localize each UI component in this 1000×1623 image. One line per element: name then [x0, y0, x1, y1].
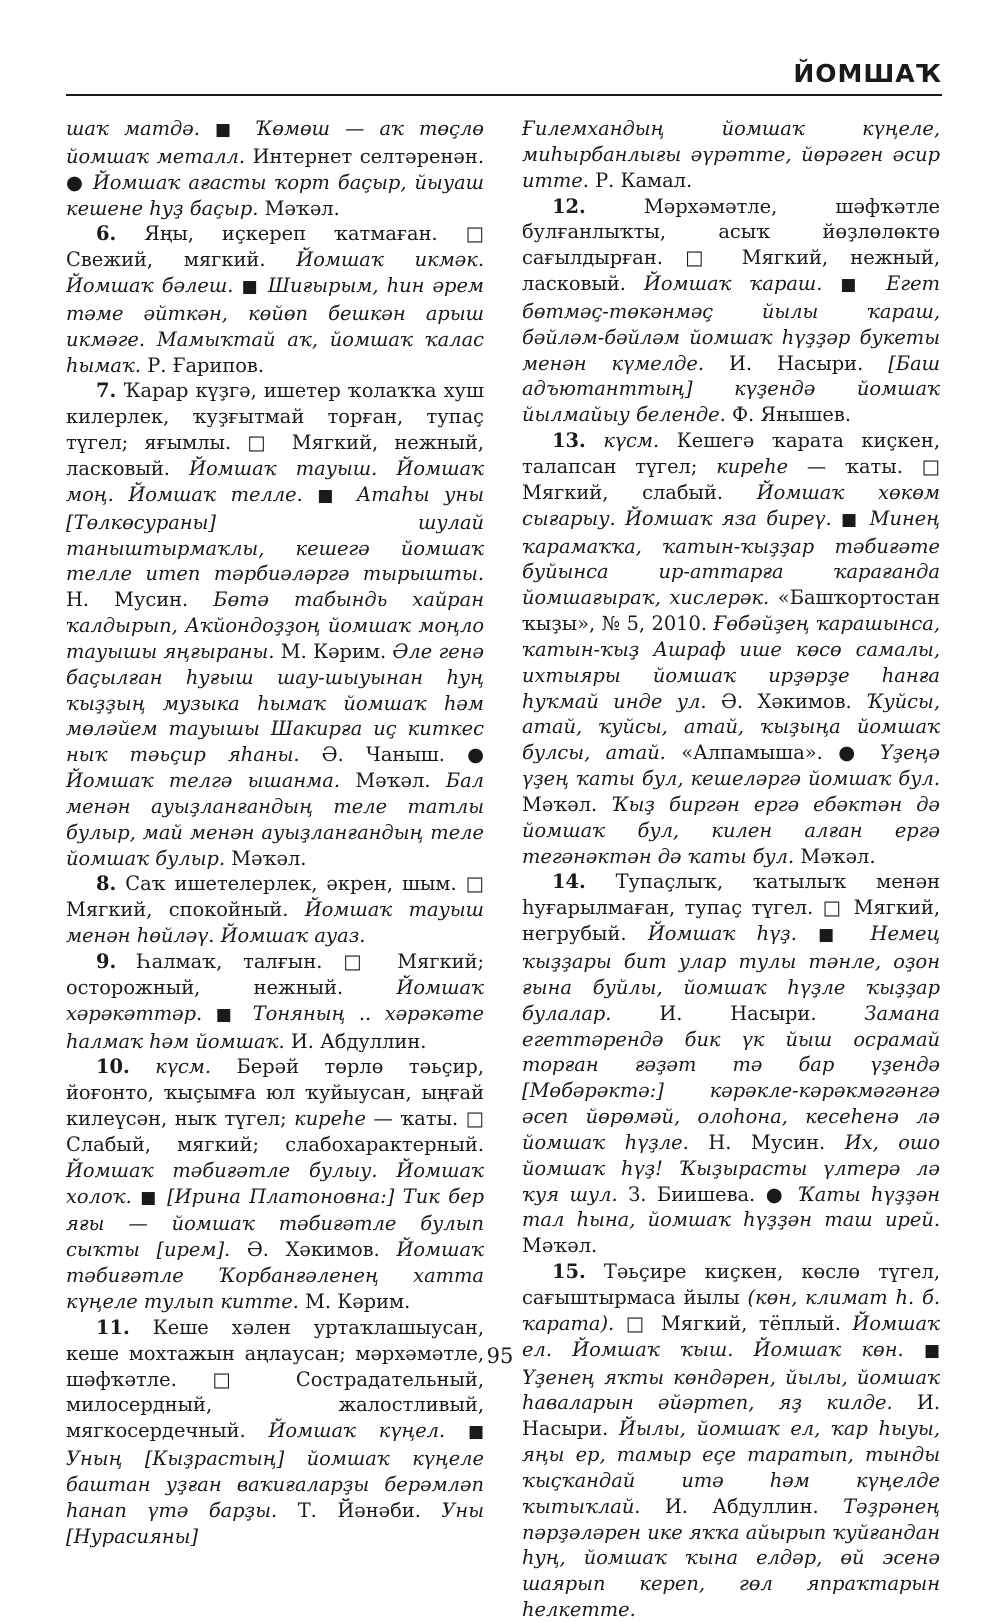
example-citation-marker-icon: ■ — [841, 509, 861, 530]
body-text: Мәҡәл. — [340, 769, 446, 793]
body-text: — ҡаты. — [788, 454, 922, 478]
continuation-paragraph — [522, 116, 940, 194]
italic-text: Ҡыҙ биргән ергә ебәктән дә йомшаҡ бул, килен алған ергә тегәнәктән дә ҡаты бул. — [522, 792, 940, 868]
body-text: Слабый, мягкий; слабохарактерный. — [66, 1132, 484, 1156]
russian-translation-marker-icon: □ — [921, 454, 940, 478]
italic-text: Йомшаҡ күңел. — [268, 1419, 468, 1443]
body-text: Мәҡәл. — [522, 792, 612, 816]
body-text: Мягкий, спокойный. — [66, 898, 305, 922]
sense-paragraph — [66, 949, 484, 1054]
italic-text: Үҙенең яҡты көндәрен, йылы, йомшаҡ һаваларын әйәртеп, яҙ килде. — [522, 1365, 940, 1415]
body-text: Тәьҫире киҫкен, көслө түгел, сағыштырмаса йылы — [522, 1260, 940, 1309]
body-text: И. Насыри. — [522, 1391, 940, 1441]
italic-text: [Ирина Платоновна:] Тик бер яғы — йомшаҡ тәбиғәтле булып сыҡты [ирем]. — [66, 1184, 484, 1262]
body-text: «Башҡортостан ҡыҙы», № 5, 2010. — [522, 586, 940, 636]
italic-text: Йомшаҡ икмәк. Йомшаҡ бәлеш. — [66, 248, 484, 298]
sense-number: 8. — [96, 872, 117, 896]
italic-text: Йомшаҡ ағасты ҡорт баҫыр, йыуаш кешене һуҙ баҫыр. — [66, 170, 485, 220]
italic-text: Йомшаҡ телгә ышанма. — [66, 769, 340, 793]
body-text — [614, 1312, 626, 1335]
italic-text: Йомшаҡ тауыш. Йомшаҡ моң. Йомшаҡ телле. — [66, 456, 484, 506]
italic-text: Ҡөмөш — аҡ төҫлө йомшаҡ металл. — [66, 117, 484, 168]
italic-text: Йомшаҡ тәбиғәтле булыу. Йомшаҡ холоҡ. — [66, 1158, 484, 1208]
italic-text: Тоняның .. хәрәкәте һалмаҡ һәм йомшаҡ. — [66, 1001, 484, 1053]
italic-text: Йомшаҡ һүҙ. — [647, 922, 819, 946]
body-text: ● — [765, 1182, 787, 1206]
body-text: Свежий, мягкий. — [66, 248, 297, 272]
body-text — [130, 1055, 156, 1078]
body-text — [586, 429, 604, 452]
italic-text: Тәҙрәнең пәрҙәләрен ике яҡҡа айырып ҡуйғандан һуң, йомшаҡ ҡына елдәр, өй эсенә шаярып кереп, гөл япраҡтарын һелкетте. — [522, 1494, 940, 1622]
italic-text: Бал менән ауыҙланғандың теле татлы булыр, май менән ауыҙланғандың теле йомшаҡ булыр. — [66, 769, 485, 870]
body-text: И. Абдуллин. — [640, 1494, 844, 1518]
russian-translation-marker-icon: □ — [465, 222, 484, 246]
body-text: ● — [467, 743, 484, 767]
italic-text: Их, ошо йомшаҡ һүҙ! Ҡыҙырасты үлтерә лә ҡуя шул. — [522, 1130, 941, 1206]
body-text: Мягкий, слабый. — [522, 480, 757, 504]
example-citation-marker-icon: ■ — [923, 1340, 940, 1361]
russian-translation-marker-icon: □ — [685, 246, 720, 270]
italic-text: Йомшаҡ тәбиғәтле Ҡорбанғәленең хатта күңеле тулып китте. — [66, 1238, 484, 1313]
example-citation-marker-icon: ■ — [214, 120, 240, 140]
russian-translation-marker-icon: □ — [822, 896, 845, 920]
body-text: Мягкий, нежный, ласковый. — [522, 246, 940, 296]
italic-text: Минең ҡарамаҡҡа, ҡатын-ҡыҙҙар тәбиғәте буйынса ир-аттарға ҡарағанда йомшағыраҡ, хислерәк. — [522, 506, 941, 610]
italic-text: Йомшаҡ хөкөм сығарыу. Йомшаҡ яза биреү. — [522, 480, 940, 530]
body-text: М. Кәрим. — [298, 1289, 411, 1313]
russian-translation-marker-icon: □ — [625, 1311, 650, 1335]
body-text: Ә. Хәкимов. — [230, 1238, 397, 1262]
body-text: Сострадательный, милосердный, жалостливый, мягкосердечный. — [66, 1367, 484, 1443]
italic-text: күсм. — [603, 429, 660, 453]
body-text: Саҡ ишетелерлек, әкрен, шым. — [116, 872, 466, 896]
sense-paragraph — [522, 869, 940, 1259]
body-text: Мәҡәл. — [522, 1234, 598, 1258]
italic-text: Егет бөтмәҫ-төкәнмәҫ йылы ҡараш, бәйләм-бәйләм йомшаҡ һүҙҙәр букеты менән күмелде. — [522, 272, 941, 375]
sense-number: 14. — [552, 870, 586, 894]
sense-number: 12. — [552, 194, 586, 218]
italic-text: Йылы, йомшаҡ ел, ҡар һыуы, яңы ер, тамыр еҫе таратып, тынды ҡыҫҡандай итә һәм күңелде ҡытыҡлай. — [522, 1417, 940, 1518]
left-column — [66, 116, 484, 1549]
body-text: Мәҡәл. — [258, 196, 340, 220]
example-citation-marker-icon: ■ — [840, 275, 869, 296]
sense-paragraph — [66, 378, 484, 871]
russian-translation-marker-icon: □ — [247, 431, 276, 455]
body-text: Тупаҫлыҡ, ҡатылыҡ менән һуғарылмаған, тупаҫ түгел. — [522, 870, 940, 920]
body-text: ● — [66, 170, 85, 194]
body-text: Ҡарар күҙгә, ишетер ҡолаҡҡа хуш килерлек, ҡуҙғытмай торған, тупаҫ түгел; яғымлы. — [66, 379, 484, 455]
body-text: Кеше хәлен уртаҡлашыусан, кеше мохтажын аңлаусан; мәрхәмәтле, шәфҡәтле. — [66, 1315, 484, 1391]
italic-text: Уны [Нурасияны] — [66, 1498, 484, 1548]
example-citation-marker-icon: ■ — [215, 1004, 240, 1025]
italic-text: Атаһы уны [Төлкөсураны] шулай таныштырмаҡлы, кешегә йомшаҡ телле итеп тәрбиәләргә тырышты. — [66, 482, 484, 586]
body-text: Кешегә ҡарата киҫкен, талапсан түгел; — [522, 429, 940, 478]
body-text: Интернет селтәренән. — [245, 144, 484, 168]
continuation-paragraph — [66, 116, 484, 221]
italic-text: киреһе — [294, 1107, 367, 1131]
russian-translation-marker-icon: □ — [465, 1107, 484, 1131]
page-header — [66, 52, 942, 96]
italic-text: Йомшаҡ хәрәкәттәр. — [66, 975, 484, 1025]
body-text: И. Абдуллин. — [284, 1029, 427, 1053]
body-text: И. Насыри. — [611, 1001, 865, 1025]
italic-text: Үҙеңә үҙең ҡаты бул, кешеләргә йомшаҡ бул. — [522, 741, 941, 791]
sense-number: 6. — [96, 222, 117, 246]
italic-text: (көн, климат һ. б. ҡарата). — [522, 1285, 940, 1335]
body-text: Мәҡәл. — [794, 844, 876, 868]
body-text: Һалмаҡ, талғын. — [116, 950, 344, 973]
example-citation-marker-icon: ■ — [317, 485, 342, 506]
italic-text: күсм. — [155, 1055, 212, 1079]
right-column — [522, 116, 940, 1623]
sense-number: 10. — [96, 1055, 130, 1079]
body-text: Ә. Чаныш. — [299, 743, 468, 767]
italic-text: Йомшаҡ ҡараш. — [643, 272, 841, 296]
example-citation-marker-icon: ■ — [467, 1422, 484, 1443]
example-citation-marker-icon: ■ — [241, 277, 260, 298]
sense-paragraph — [66, 871, 484, 949]
italic-text: Шиғырым, һин әрем тәме әйткән, көйөп бешкән арыш икмәге. Мамыҡтай аҡ, йомшаҡ ҡалас һымаҡ. — [66, 274, 485, 377]
body-text: Т. Йәнәби. — [277, 1498, 442, 1522]
body-text: Мәҡәл. — [225, 846, 307, 870]
russian-translation-marker-icon: □ — [343, 950, 377, 973]
body-text: — ҡаты. — [366, 1107, 466, 1131]
body-text: Ф. Янышев. — [725, 403, 851, 427]
italic-text: Ғөбәйҙең ҡарашынса, ҡатын-ҡыҙ Ашраф ише көсө самалы, ихтыяры йомшаҡ ирҙәрҙе һанға һуҡмай инде ул. — [522, 612, 940, 713]
italic-text: Ғилемхандың йомшаҡ күңеле, миһырбанлығы әүрәтте, йөрәген әсир итте. — [522, 117, 940, 192]
russian-translation-marker-icon: □ — [212, 1367, 261, 1391]
page-number: 95 — [486, 1344, 514, 1368]
italic-text: Ҡуйсы, атай, ҡуйсы, атай, ҡыҙыңа йомшаҡ булсы, атай. — [522, 689, 940, 765]
italic-text: шаҡ матдә. — [66, 117, 215, 140]
italic-text: [Баш адъютанттың] күҙендә йомшаҡ йылмайыу беленде. — [522, 351, 940, 427]
sense-paragraph — [522, 194, 940, 429]
italic-text: Ҡаты һүҙҙән тал һына, йомшаҡ һүҙҙән таш ирей. — [522, 1182, 940, 1232]
italic-text: Уның [Кыҙрастың] йомшаҡ күңеле баштан уҙған ваҡиғаларҙы берәмләп һанап үтә барҙы. — [66, 1447, 484, 1522]
body-text: Мәрхәмәтле, шәфҡәтле булғанлыҡты, асыҡ йөҙлөлөктө сағылдырған. — [522, 194, 940, 270]
sense-number: 15. — [552, 1260, 586, 1284]
italic-text: Йомшаҡ ел. Йомшаҡ ҡыш. Йомшаҡ көн. — [522, 1311, 940, 1361]
body-text: Мягкий; осторожный, нежный. — [66, 950, 484, 999]
body-text: И. Насыри. — [704, 351, 889, 375]
body-text: Н. Мусин. — [66, 588, 214, 612]
example-citation-marker-icon: ■ — [140, 1187, 159, 1208]
body-text: Мягкий, нежный, ласковый. — [66, 431, 484, 480]
italic-text: Йомшаҡ тауыш менән һөйләү. Йомшаҡ ауаз. — [66, 898, 484, 948]
italic-text: Замана егеттәрендә бик үк йыш осрамай торған ғәҙәт тә бар үҙендә [Мөбәрәктә:] кәрәкле-кәрәкмәгәнгә әсеп йөрөмәй, олоһона, кесеһенә лә йомшаҡ һүҙле. — [522, 1001, 940, 1154]
italic-text: Бөтә табындь хайран ҡалдырып, Аҡйондоҙҙоң йомшаҡ моңло тауышы яңғыраны. — [66, 588, 484, 663]
body-text: Р. Камал. — [588, 168, 693, 192]
sense-paragraph — [66, 1054, 484, 1314]
body-text: Р. Ғарипов. — [141, 353, 265, 377]
italic-text: Әле генә баҫылған һуғыш шау-шыуынан һуң ҡыҙҙың музыка һымаҡ йомшаҡ һәм мөләйем тауышы Шакирға иҫ киткес ныҡ тәьҫир яһаны. — [66, 639, 485, 767]
sense-number: 9. — [96, 950, 117, 973]
running-head: ЙОМШАҠ — [793, 59, 942, 88]
body-text: Ә. Хәкимов. — [706, 689, 867, 713]
body-text: Берәй төрлө тәьҫир, йоғонто, ҡыҫымға юл ҡуйыусан, ыңғай килеүсән, ныҡ түгел; — [66, 1055, 484, 1131]
body-text: З. Биишева. — [617, 1182, 766, 1206]
italic-text: киреһе — [716, 454, 789, 478]
sense-number: 13. — [552, 429, 586, 453]
example-citation-marker-icon: ■ — [818, 925, 850, 946]
body-text: М. Кәрим. — [274, 639, 393, 663]
body-text: Мягкий, негрубый. — [522, 896, 941, 946]
sense-number: 11. — [96, 1315, 130, 1339]
sense-paragraph — [66, 221, 484, 378]
body-text: Мягкий, тёплый. — [649, 1311, 853, 1335]
sense-paragraph — [522, 1259, 940, 1623]
italic-text: Немец ҡыҙҙары бит улар тулы тәнле, оҙон ғына буйлы, йомшаҡ һүҙле ҡыҙҙар булалар. — [522, 922, 940, 1025]
body-text: Н. Мусин. — [688, 1130, 845, 1154]
body-text: «Алпамыша». — [665, 741, 839, 765]
russian-translation-marker-icon: □ — [465, 872, 484, 896]
body-text: Яңы, иҫкереп ҡатмаған. — [116, 222, 466, 246]
sense-number: 7. — [96, 379, 117, 403]
sense-paragraph — [522, 428, 940, 869]
body-text: ● — [838, 741, 865, 765]
